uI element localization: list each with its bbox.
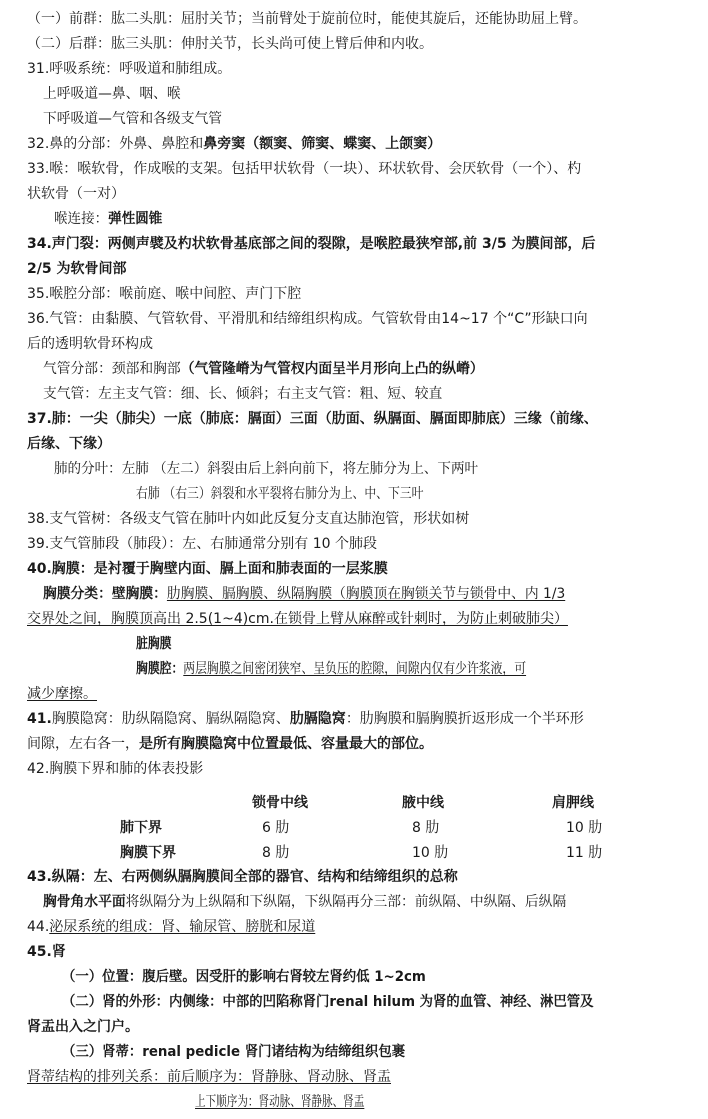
table-header-cell: 腋中线 <box>402 795 444 812</box>
text-line: 减少摩擦。 <box>27 686 97 702</box>
text-run-bold: 胸骨角水平面 <box>43 894 126 910</box>
text-line: 下呼吸道—气管和各级支气管 <box>43 111 222 127</box>
text-line: 上下顺序为：肾动脉、肾静脉、肾盂 <box>195 1094 365 1110</box>
table-row <box>120 815 676 840</box>
table-row-label: 胸膜下界 <box>120 845 176 862</box>
table-row <box>120 840 676 865</box>
text-run-bold: 胸膜分类：壁胸膜： <box>43 586 167 602</box>
text-run-underlined: 泌尿系统的组成：肾、输尿管、膀胱和尿道 <box>49 919 316 935</box>
heading-36: 36.气管：由黏膜、气管软骨、平滑肌和结缔组织构成。气管软骨由14~17 个“C”形缺口向 <box>27 311 588 327</box>
table-header-cell <box>120 790 252 815</box>
table-header-row <box>120 790 676 815</box>
heading-34: 34.声门裂：两侧声襞及杓状软骨基底部之间的裂隙，是喉腔最狭窄部,前 3/5 为膜间部，后 <box>27 236 596 252</box>
text-run-bold: 胸膜腔： <box>136 661 184 677</box>
text-run-bold: 肋膈隐窝 <box>289 711 346 727</box>
table-cell: 8 肋 <box>262 845 290 862</box>
text-line: 肺的分叶：左肺 （左二）斜裂由后上斜向前下，将左肺分为上、下两叶 <box>54 461 479 477</box>
text-line: （二）后群：肱三头肌：伸肘关节，长头尚可使上臂后伸和内收。 <box>27 36 433 52</box>
heading-44 <box>27 915 695 940</box>
table-cell: 10 肋 <box>566 820 603 837</box>
text-line <box>43 357 700 382</box>
table-header-cell: 肩胛线 <box>552 795 594 812</box>
text-line: 脏胸膜 <box>136 636 172 652</box>
heading-43: 43.纵隔：左、右两侧纵膈胸膜间全部的器官、结构和结缔组织的总称 <box>27 869 458 885</box>
text-line: 上呼吸道—鼻、咽、喉 <box>43 86 181 102</box>
text-line <box>136 657 700 682</box>
heading-42: 42.胸膜下界和肺的体表投影 <box>27 761 204 777</box>
heading-38: 38.支气管树：各级支气管在肺叶内如此反复分支直达肺泡管，形状如树 <box>27 511 470 527</box>
text-run-bold: 弹性圆锥 <box>108 211 163 227</box>
text-run: 间隙，左右各一， <box>27 736 139 752</box>
text-line: （一）位置：腹后壁。因受肝的影响右肾较左肾约低 1~2cm <box>62 969 426 985</box>
heading-37: 37.肺：一尖（肺尖）一底（肺底：膈面）三面（肋面、纵膈面、膈面即肺底）三缘（前缘、 <box>27 411 598 427</box>
projection-table <box>120 790 676 865</box>
heading-39: 39.支气管肺段（肺段）：左、右肺通常分别有 10 个肺段 <box>27 536 377 552</box>
table-cell: 10 肋 <box>412 845 449 862</box>
text-line: （一）前群：肱二头肌：屈肘关节；当前臂处于旋前位时，能使其旋后，还能协助屈上臂。 <box>27 11 587 27</box>
text-line: 肾蒂结构的排列关系：前后顺序为：肾静脉、肾动脉、肾盂 <box>27 1069 391 1085</box>
text-line <box>43 890 700 915</box>
heading-45: 45.肾 <box>27 944 66 960</box>
heading-35: 35.喉腔分部：喉前庭、喉中间腔、声门下腔 <box>27 286 302 302</box>
text-run: ：肋胸膜和膈胸膜折返形成一个半环形 <box>345 711 584 727</box>
text-line: 交界处之间，胸膜顶高出 2.5(1~4)cm.在锁骨上臂从麻醉或针刺时，为防止刺破肺尖） <box>27 611 568 627</box>
table-cell: 6 肋 <box>262 820 290 837</box>
text-line: 右肺 （右三）斜裂和水平裂将右肺分为上、中、下三叶 <box>136 486 424 502</box>
text-run: 44. <box>27 919 50 935</box>
text-line: 状软骨（一对） <box>27 186 125 202</box>
text-line <box>54 207 700 232</box>
text-line: 支气管：左主支气管：细、长、倾斜；右主支气管：粗、短、较直 <box>43 386 443 402</box>
text-run: 气管分部：颈部和胸部 <box>43 361 181 377</box>
table-row-label: 肺下界 <box>120 820 162 837</box>
text-run: 胸膜隐窝：肋纵隔隐窝、膈纵隔隐窝、 <box>51 711 290 727</box>
text-line <box>43 582 700 607</box>
heading-31: 31.呼吸系统：呼吸道和肺组成。 <box>27 61 232 77</box>
heading-32 <box>27 132 695 157</box>
text-run-underlined: 两层胸膜之间密闭狭窄、呈负压的腔隙，间隙内仅有少许浆液，可 <box>183 661 527 677</box>
table-header-cell: 锁骨中线 <box>252 795 308 812</box>
text-run-bold: （气管隆嵴为气管杈内面呈半月形向上凸的纵嵴） <box>180 361 484 377</box>
text-run: 将纵隔分为上纵隔和下纵隔，下纵隔再分三部：前纵隔、中纵隔、后纵隔 <box>125 894 567 910</box>
table-cell: 8 肋 <box>412 820 440 837</box>
text-run: 32.鼻的分部：外鼻、鼻腔和 <box>27 136 204 152</box>
text-run-bold: 是所有胸膜隐窝中位置最低、容量最大的部位。 <box>139 736 433 752</box>
text-line <box>27 732 695 757</box>
text-line: 后的透明软骨环构成 <box>27 336 153 352</box>
text-line: 2/5 为软骨间部 <box>27 261 127 277</box>
heading-41 <box>27 707 695 732</box>
text-run-bold: 鼻旁窦（额窦、筛窦、蝶窦、上颌窦） <box>203 136 442 152</box>
text-line: 后缘、下缘） <box>27 436 111 452</box>
table-cell: 11 肋 <box>566 845 603 862</box>
text-line: （三）肾蒂：renal pedicle 肾门诸结构为结缔组织包裹 <box>62 1044 406 1060</box>
text-run-underlined: 肋胸膜、膈胸膜、纵隔胸膜（胸膜顶在胸锁关节与锁骨中、内 1/3 <box>166 586 566 602</box>
heading-33: 33.喉：喉软骨，作成喉的支架。包括甲状软骨（一块）、环状软骨、会厌软骨（一个）、杓 <box>27 161 582 177</box>
text-line: 肾盂出入之门户。 <box>27 1019 139 1035</box>
text-line: （二）肾的外形：内侧缘：中部的凹陷称肾门renal hilum 为肾的血管、神经、淋巴管及 <box>62 994 594 1010</box>
text-run-bold: 41. <box>27 711 52 727</box>
text-run: 喉连接： <box>54 211 109 227</box>
heading-40: 40.胸膜：是衬覆于胸壁内面、膈上面和肺表面的一层浆膜 <box>27 561 388 577</box>
